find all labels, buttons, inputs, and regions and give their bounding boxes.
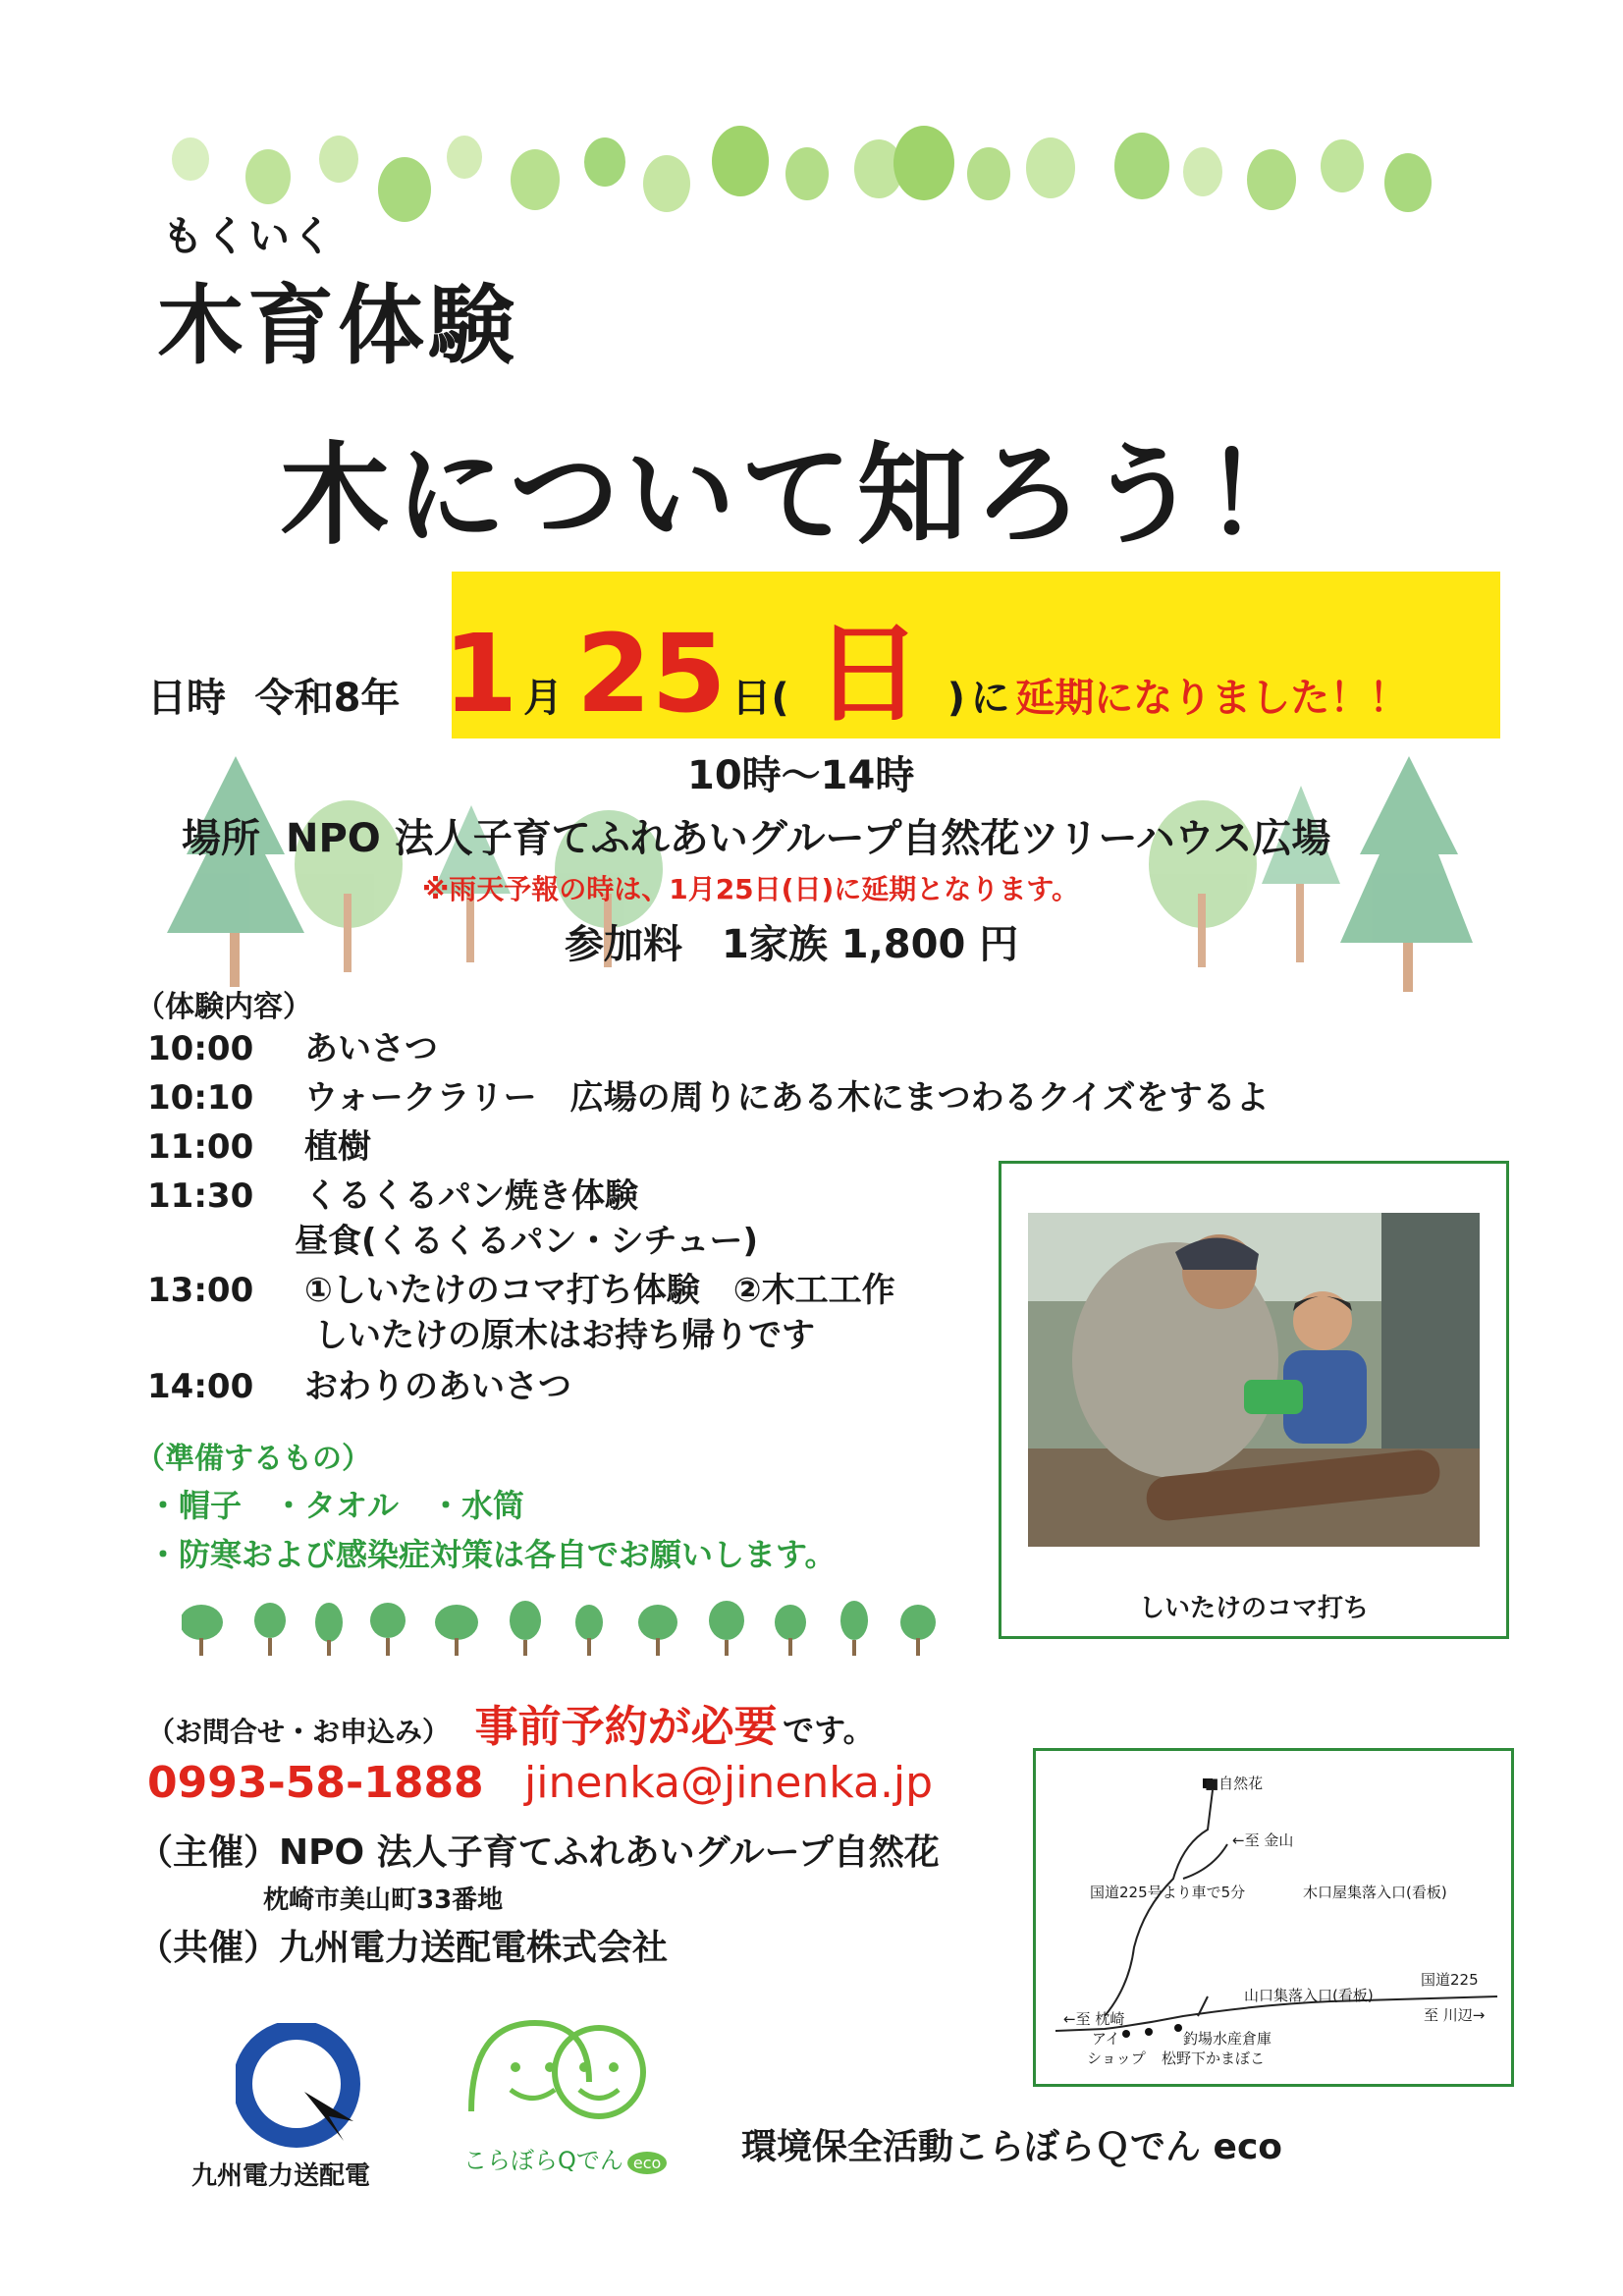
map-to-makurazaki: ←至 枕崎 — [1063, 2010, 1125, 2028]
leaf-decoration — [378, 157, 431, 222]
title-main: 木育体験 — [157, 275, 519, 376]
leaf-decoration — [1384, 153, 1432, 212]
date-day-unit: 日( — [731, 676, 789, 721]
tree-icon — [575, 1605, 603, 1640]
schedule-item: しいたけの原木はお持ち帰りです — [314, 1316, 815, 1355]
map-to-kanayama: ←至 金山 — [1232, 1831, 1294, 1849]
leaf-decoration — [1114, 133, 1169, 199]
leaf-decoration — [712, 126, 769, 196]
date-era: 令和8年 — [254, 676, 401, 721]
leaf-decoration — [584, 137, 625, 187]
venue-label: 場所 — [182, 816, 260, 861]
date-weekday: 日 — [814, 611, 923, 737]
contact-label: （お問合せ・お申込み） — [147, 1716, 451, 1748]
access-map — [1033, 1748, 1514, 2087]
schedule-item: 13:00 ①しいたけのコマ打ち体験 ②木工工作 — [147, 1271, 895, 1310]
map-shop: ショップ — [1087, 2050, 1146, 2067]
venue-line — [182, 807, 1330, 863]
map-route225: 国道225 — [1421, 1971, 1479, 1989]
leaf-decoration — [1247, 149, 1296, 210]
contact-details — [147, 1758, 933, 1808]
event-date-line — [147, 587, 1522, 735]
tree-icon — [510, 1601, 541, 1640]
kyuden-logo — [236, 2023, 363, 2151]
leaf-decoration — [967, 147, 1010, 200]
venue-name: NPO 法人子育てふれあいグループ自然花ツリーハウス広場 — [286, 816, 1331, 861]
leaf-decoration — [643, 155, 690, 212]
date-day-number: 25 — [575, 611, 727, 737]
schedule-item: 昼食(くるくるパン・シチュー) — [295, 1222, 759, 1261]
photo-caption: しいたけのコマ打ち — [1139, 1594, 1370, 1623]
cosponsor: （共催）九州電力送配電株式会社 — [137, 1928, 669, 1968]
tree-icon — [182, 1605, 223, 1640]
map-yamaguchi-entrance: 山口集落入口(看板) — [1244, 1987, 1374, 2004]
title-subtitle: 木について知ろう！ — [280, 432, 1321, 560]
leaf-decoration — [172, 137, 209, 181]
schedule-item: 10:10 ウォークラリー 広場の周りにある木にまつわるクイズをするよ — [147, 1078, 1270, 1118]
leaf-decoration — [785, 147, 829, 200]
leaf-decoration — [893, 126, 954, 200]
tree-icon — [370, 1603, 406, 1638]
schedule-item: 11:00 植樹 — [147, 1127, 371, 1167]
map-to-kawanabe: 至 川辺→ — [1424, 2006, 1486, 2024]
kyuden-logo-text: 九州電力送配電 — [191, 2161, 371, 2191]
date-particle: に — [970, 676, 1010, 721]
footer-activity: 環境保全活動こらぼらＱでん eco — [741, 2127, 1283, 2167]
reservation-suffix: です。 — [783, 1712, 875, 1749]
leaf-decoration — [319, 136, 358, 183]
date-postponed-notice: 延期になりました！！ — [1015, 676, 1409, 721]
schedule-item: 10:00 あいさつ — [147, 1029, 438, 1068]
tree-icon — [638, 1605, 677, 1640]
leaf-decoration — [511, 149, 560, 210]
small-tree-row — [182, 1601, 957, 1660]
map-kiguchi-entrance: 木口屋集落入口(看板) — [1303, 1884, 1447, 1901]
map-tsuriba: 釣場水産倉庫 — [1183, 2030, 1272, 2048]
title-furigana: もくいく — [162, 212, 336, 260]
korabora-logo — [461, 2013, 662, 2190]
map-route-note: 国道225号より車で5分 — [1090, 1884, 1246, 1901]
tree-icon — [315, 1603, 343, 1642]
korabora-logo-text: こらぼらQでん eco — [463, 2141, 667, 2175]
prepare-heading: （準備するもの） — [135, 1442, 371, 1476]
prepare-items: ・帽子 ・タオル ・水筒 — [147, 1487, 525, 1524]
reservation-required: 事前予約が必要 — [474, 1702, 778, 1752]
leaf-decoration — [1183, 147, 1222, 196]
date-month-unit: 月 — [523, 676, 564, 721]
photo-shiitake-inoculation — [1028, 1213, 1480, 1547]
contact-line — [147, 1691, 875, 1754]
rain-note: ※雨天予報の時は、1月25日(日)に延期となります。 — [422, 873, 1080, 905]
tree-icon — [254, 1603, 286, 1638]
korabora-faces-icon — [461, 2013, 658, 2131]
tree-icon — [840, 1601, 868, 1640]
map-ai: アイ — [1092, 2030, 1120, 2048]
date-close-paren: ) — [947, 676, 966, 721]
organizer: （主催）NPO 法人子育てふれあいグループ自然花 — [137, 1832, 940, 1873]
tree-icon — [709, 1601, 744, 1640]
tree-icon — [900, 1605, 936, 1640]
date-month-number: 1 — [443, 611, 518, 737]
leaf-decoration — [447, 136, 482, 179]
prepare-note: ・防寒および感染症対策は各自でお願いします。 — [147, 1536, 837, 1573]
phone-number[interactable]: 0993-58-1888 — [147, 1758, 484, 1808]
schedule-heading: （体験内容） — [135, 990, 312, 1024]
map-destination: ■自然花 — [1205, 1775, 1264, 1792]
organizer-address: 枕崎市美山町33番地 — [263, 1886, 504, 1915]
tree-icon — [435, 1605, 478, 1640]
tree-icon — [1340, 756, 1473, 992]
date-label: 日時 — [147, 676, 226, 721]
photo-frame — [999, 1161, 1509, 1639]
map-matsuno: 松野下かまぼこ — [1162, 2050, 1266, 2067]
email-address[interactable]: jinenka@jinenka.jp — [524, 1758, 934, 1808]
eco-badge: eco — [627, 2152, 667, 2174]
participation-fee: 参加料 1家族 1,800 円 — [565, 922, 1019, 967]
schedule-item: 11:30 くるくるパン焼き体験 — [147, 1176, 638, 1216]
event-time: 10時～14時 — [687, 753, 915, 798]
tree-icon — [167, 756, 304, 987]
tree-icon — [775, 1605, 806, 1640]
leaf-decoration — [1026, 137, 1075, 198]
schedule-item: 14:00 おわりのあいさつ — [147, 1367, 571, 1406]
leaf-decoration — [245, 149, 291, 204]
leaf-decoration — [1321, 139, 1364, 192]
